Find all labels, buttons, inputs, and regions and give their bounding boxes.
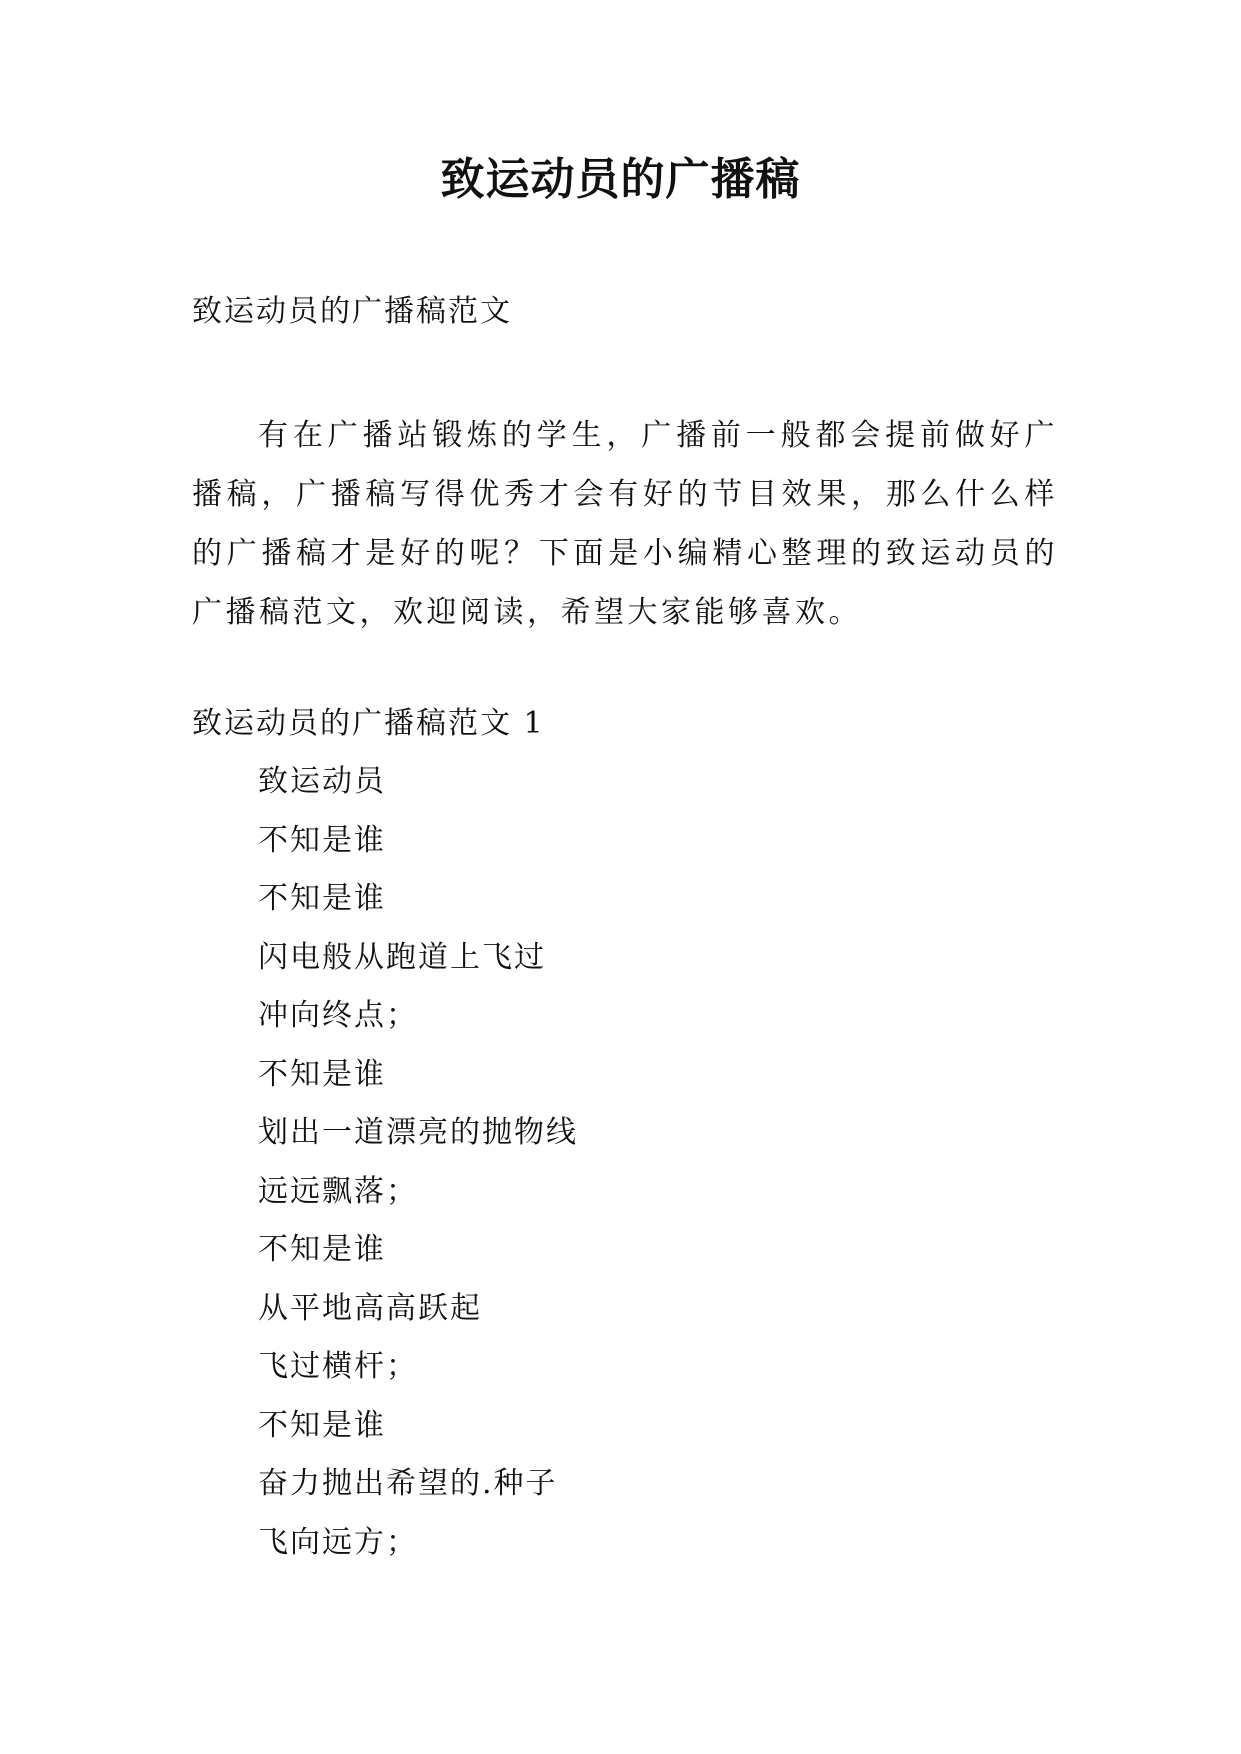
poem-line: 飞向远方； bbox=[258, 1524, 418, 1560]
poem-line: 划出一道漂亮的抛物线 bbox=[258, 1115, 578, 1150]
poem bbox=[258, 760, 578, 1579]
section-heading: 致运动员的广播稿范文 1 bbox=[192, 706, 545, 741]
poem-line: 飞过横杆； bbox=[258, 1349, 418, 1384]
document-title: 致运动员的广播稿 bbox=[440, 154, 801, 205]
intro-paragraph: 有在广播站锻炼的学生，广播前一般都会提前做好广播稿，广播稿写得优秀才会有好的节目效果，那么什么样的广播稿才是好的呢？下面是小编精心整理的致运动员的广播稿范文，欢迎阅读，希望大家能够喜欢。 bbox=[192, 418, 1058, 630]
poem-line: 不知是谁 bbox=[258, 822, 386, 858]
poem-line: 致运动员 bbox=[258, 764, 386, 799]
document-subtitle: 致运动员的广播稿范文 bbox=[192, 294, 512, 329]
poem-line: 闪电般从跑道上飞过 bbox=[258, 939, 546, 975]
poem-line: 不知是谁 bbox=[258, 1407, 386, 1443]
poem-line: 不知是谁 bbox=[258, 881, 386, 916]
poem-line: 不知是谁 bbox=[258, 1232, 386, 1267]
poem-line: 奋力抛出希望的.种子 bbox=[258, 1466, 558, 1501]
poem-line: 远远飘落； bbox=[258, 1173, 418, 1209]
poem-line: 不知是谁 bbox=[258, 1056, 386, 1092]
poem-line: 冲向终点； bbox=[258, 998, 418, 1033]
poem-line: 从平地高高跃起 bbox=[258, 1290, 482, 1326]
